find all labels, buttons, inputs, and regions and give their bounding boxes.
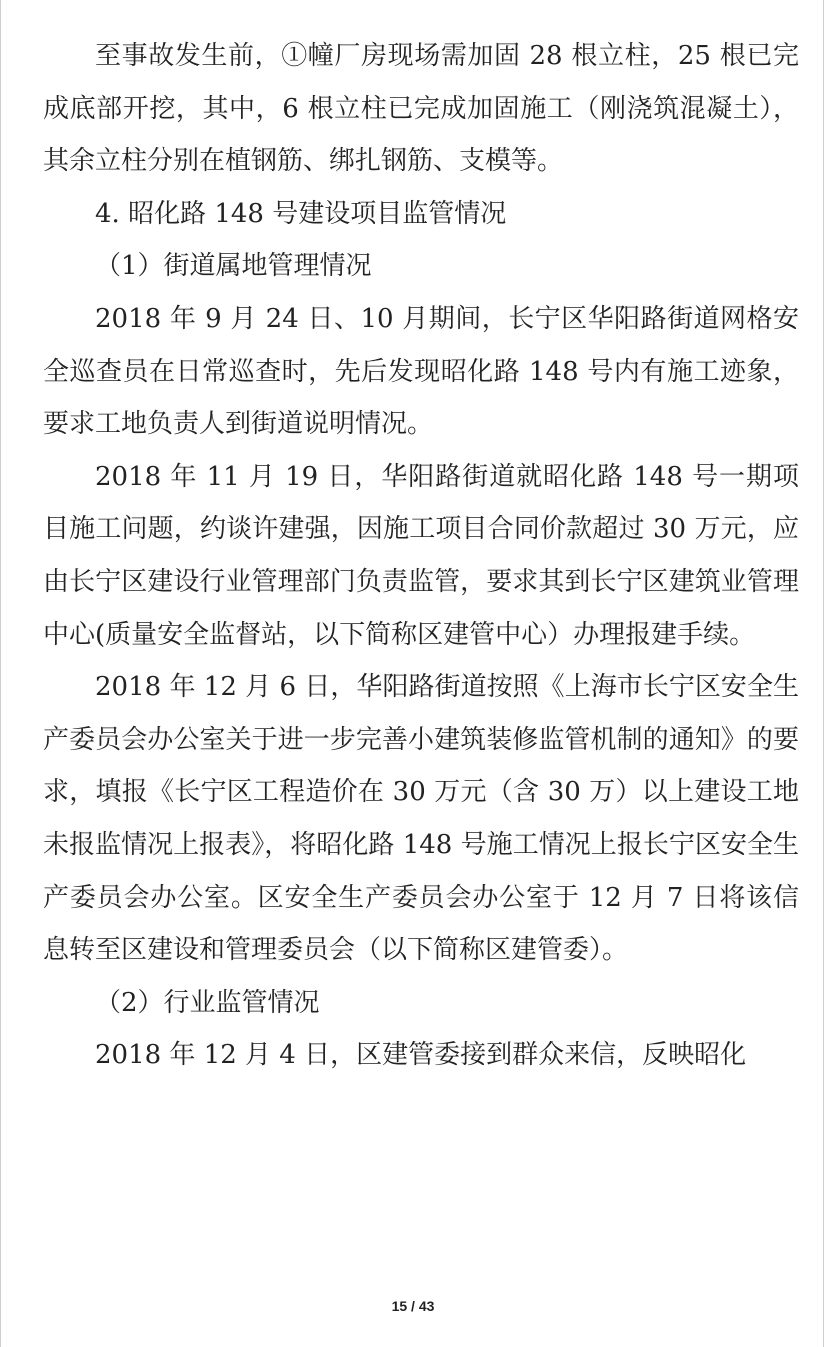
- page-number: 15 / 43: [391, 1298, 435, 1314]
- paragraph-street-inspection: 2018 年 9 月 24 日、10 月期间，长宁区华阳路街道网格安全巡查员在日常巡查时，先后发现昭化路 148 号内有施工迹象，要求工地负责人到街道说明情况。: [43, 303, 799, 440]
- subsection-heading-street-management: （1）街道属地管理情况: [95, 251, 372, 282]
- subsection-heading-industry-supervision: （2）行业监管情况: [95, 987, 320, 1018]
- paragraph-street-report: 2018 年 12 月 6 日，华阳路街道按照《上海市长宁区安全生产委员会办公室关于进一步完善小建筑装修监管机制的通知》的要求，填报《长宁区工程造价在 30 万元（含 30 万）以上建设工地未报监情况上报表》，将昭化路 148 号施工情况上报长宁区安全生产委员会办公室。区安全生产委员会办公室于 12 月 7 日将该信息转至区建设和管理委员会（以下简称区建管委）。: [43, 672, 799, 966]
- paragraph-street-interview: 2018 年 11 月 19 日，华阳路街道就昭化路 148 号一期项目施工问题，约谈许建强，因施工项目合同价款超过 30 万元，应由长宁区建设行业管理部门负责监管，要求其到长宁区建筑业管理中心(质量安全监督站，以下简称区建管中心）办理报建手续。: [43, 461, 799, 650]
- document-body: [43, 30, 799, 1082]
- paragraph-accident-progress: 至事故发生前，①幢厂房现场需加固 28 根立柱，25 根已完成底部开挖，其中，6 根立柱已完成加固施工（刚浇筑混凝土），其余立柱分别在植钢筋、绑扎钢筋、支模等。: [43, 41, 799, 177]
- paragraph-public-letter: 2018 年 12 月 4 日，区建管委接到群众来信，反映昭化: [95, 1040, 747, 1071]
- section-heading-supervision: 4. 昭化路 148 号建设项目监管情况: [95, 198, 507, 229]
